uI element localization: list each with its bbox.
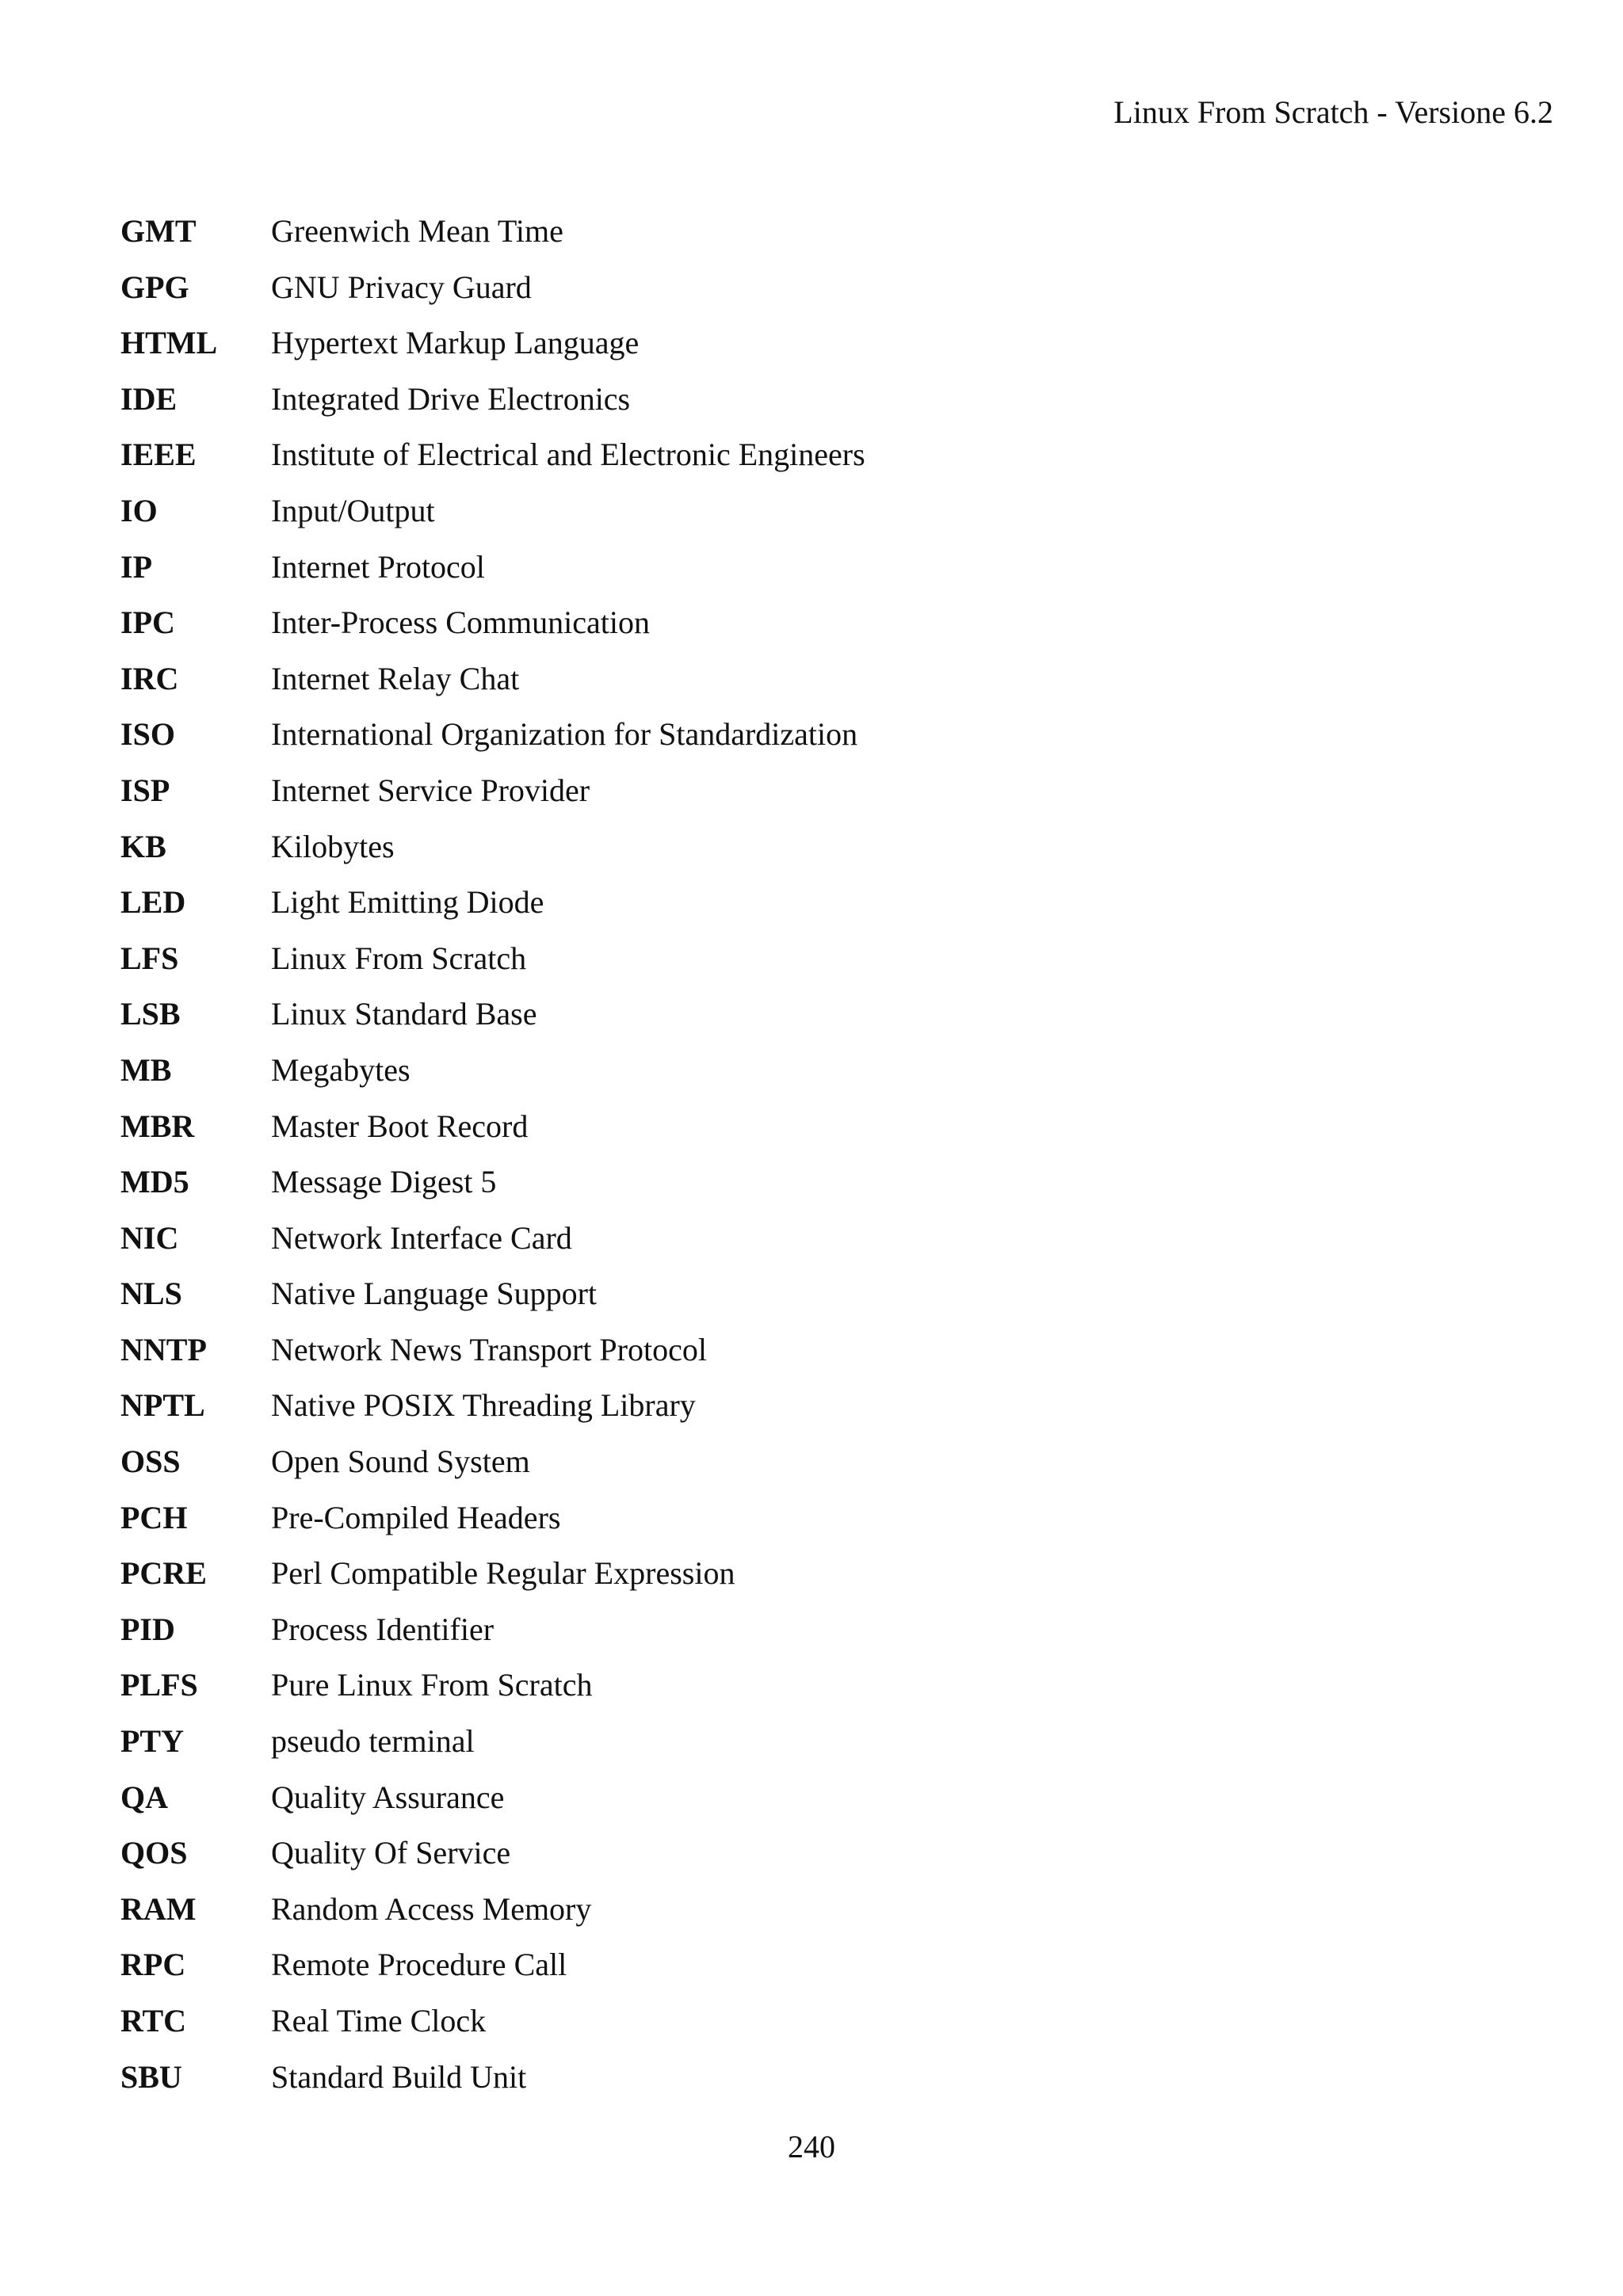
abbreviation-term: PLFS xyxy=(120,1667,198,1703)
list-item xyxy=(120,2058,865,2115)
abbreviation-definition: International Organization for Standardization xyxy=(271,716,858,753)
abbreviation-term: ISP xyxy=(120,772,170,808)
abbreviation-term: MD5 xyxy=(120,1164,189,1200)
abbreviation-definition: Linux Standard Base xyxy=(271,996,537,1032)
abbreviation-definition: Network News Transport Protocol xyxy=(271,1331,707,1367)
abbreviation-definition: Message Digest 5 xyxy=(271,1164,497,1200)
abbreviation-definition: Linux From Scratch xyxy=(271,940,527,976)
list-item xyxy=(120,828,865,884)
abbreviation-term: IP xyxy=(120,548,152,585)
abbreviation-term: KB xyxy=(120,828,166,864)
abbreviation-term: NLS xyxy=(120,1276,182,1312)
abbreviation-definition: Real Time Clock xyxy=(271,2003,487,2039)
list-item xyxy=(120,269,865,325)
abbreviation-term: PID xyxy=(120,1611,175,1647)
list-item xyxy=(120,212,865,269)
abbreviation-definition: pseudo terminal xyxy=(271,1723,475,1760)
list-item xyxy=(120,1443,865,1499)
abbreviation-definition: Open Sound System xyxy=(271,1444,530,1480)
abbreviation-definition: Network Interface Card xyxy=(271,1219,572,1256)
list-item xyxy=(120,324,865,380)
abbreviation-definition: Greenwich Mean Time xyxy=(271,213,563,249)
list-item xyxy=(120,1779,865,1835)
abbreviation-term: MB xyxy=(120,1051,172,1088)
abbreviation-definition: Quality Assurance xyxy=(271,1779,505,1815)
list-item xyxy=(120,1219,865,1276)
abbreviation-term: IEEE xyxy=(120,437,197,473)
abbreviation-term: PCH xyxy=(120,1499,188,1535)
abbreviation-term: IPC xyxy=(120,605,175,641)
abbreviation-definition: Inter-Process Communication xyxy=(271,605,650,641)
running-header: Linux From Scratch - Versione 6.2 xyxy=(1113,94,1553,130)
list-item xyxy=(120,1890,865,1947)
abbreviation-term: NPTL xyxy=(120,1387,205,1424)
list-item xyxy=(120,1722,865,1779)
abbreviation-term: HTML xyxy=(120,325,218,361)
abbreviation-definition: Hypertext Markup Language xyxy=(271,325,640,361)
abbreviation-definition: Integrated Drive Electronics xyxy=(271,380,631,417)
abbreviation-term: LSB xyxy=(120,996,181,1032)
abbreviation-term: QA xyxy=(120,1779,168,1815)
list-item xyxy=(120,772,865,828)
abbreviation-definition: Native Language Support xyxy=(271,1276,597,1312)
abbreviation-term: NNTP xyxy=(120,1331,207,1367)
abbreviation-term: GPG xyxy=(120,269,189,305)
list-item xyxy=(120,1946,865,2002)
list-item xyxy=(120,2002,865,2058)
abbreviation-term: GMT xyxy=(120,213,197,249)
list-item xyxy=(120,1499,865,1555)
list-item xyxy=(120,715,865,772)
abbreviation-definition: Internet Relay Chat xyxy=(271,660,520,696)
abbreviation-definition: Perl Compatible Regular Expression xyxy=(271,1555,735,1592)
abbreviation-definition: Institute of Electrical and Electronic Engineers xyxy=(271,437,865,473)
list-item xyxy=(120,1834,865,1890)
abbreviation-term: RAM xyxy=(120,1890,197,1927)
abbreviation-term: NIC xyxy=(120,1219,179,1256)
list-item xyxy=(120,995,865,1051)
abbreviation-definition: Internet Service Provider xyxy=(271,772,590,808)
abbreviation-term: RTC xyxy=(120,2003,187,2039)
list-item xyxy=(120,436,865,492)
abbreviation-term: LED xyxy=(120,884,186,921)
list-item xyxy=(120,1666,865,1722)
list-item xyxy=(120,1331,865,1387)
list-item xyxy=(120,492,865,548)
list-item xyxy=(120,1611,865,1667)
list-item xyxy=(120,1051,865,1108)
abbreviation-definition: Master Boot Record xyxy=(271,1108,529,1144)
list-item xyxy=(120,1275,865,1331)
list-item xyxy=(120,940,865,996)
abbreviation-definition: Kilobytes xyxy=(271,828,395,864)
abbreviation-definition: Native POSIX Threading Library xyxy=(271,1387,696,1424)
abbreviation-term: IDE xyxy=(120,380,178,417)
abbreviation-term: LFS xyxy=(120,940,179,976)
page-number: 240 xyxy=(788,2129,835,2164)
list-item xyxy=(120,1163,865,1219)
abbreviation-definition: GNU Privacy Guard xyxy=(271,269,532,305)
abbreviation-term: IRC xyxy=(120,660,179,696)
abbreviation-definition: Pure Linux From Scratch xyxy=(271,1667,593,1703)
abbreviation-term: QOS xyxy=(120,1835,188,1871)
list-item xyxy=(120,548,865,605)
abbreviation-definition: Standard Build Unit xyxy=(271,2058,527,2095)
list-item xyxy=(120,1108,865,1164)
abbreviation-term: IO xyxy=(120,492,158,528)
abbreviation-definition: Internet Protocol xyxy=(271,548,485,585)
list-item xyxy=(120,660,865,716)
abbreviation-definition: Pre-Compiled Headers xyxy=(271,1499,561,1535)
abbreviation-definition: Remote Procedure Call xyxy=(271,1947,567,1983)
abbreviation-term: SBU xyxy=(120,2058,182,2095)
abbreviation-term: RPC xyxy=(120,1947,186,1983)
list-item xyxy=(120,1386,865,1443)
list-item xyxy=(120,380,865,437)
list-item xyxy=(120,883,865,940)
list-item xyxy=(120,1554,865,1611)
abbreviation-definition: Megabytes xyxy=(271,1051,411,1088)
abbreviation-definition: Process Identifier xyxy=(271,1611,495,1647)
abbreviation-definition: Quality Of Service xyxy=(271,1835,511,1871)
abbreviation-definition: Random Access Memory xyxy=(271,1890,592,1927)
abbreviation-term: OSS xyxy=(120,1444,181,1480)
abbreviation-term: PTY xyxy=(120,1723,184,1760)
abbreviation-term: MBR xyxy=(120,1108,195,1144)
list-item xyxy=(120,604,865,660)
abbreviation-definition: Light Emitting Diode xyxy=(271,884,544,921)
abbreviation-term: PCRE xyxy=(120,1555,207,1592)
abbreviation-definition: Input/Output xyxy=(271,492,435,528)
abbreviation-list xyxy=(120,212,865,2114)
abbreviation-term: ISO xyxy=(120,716,175,753)
